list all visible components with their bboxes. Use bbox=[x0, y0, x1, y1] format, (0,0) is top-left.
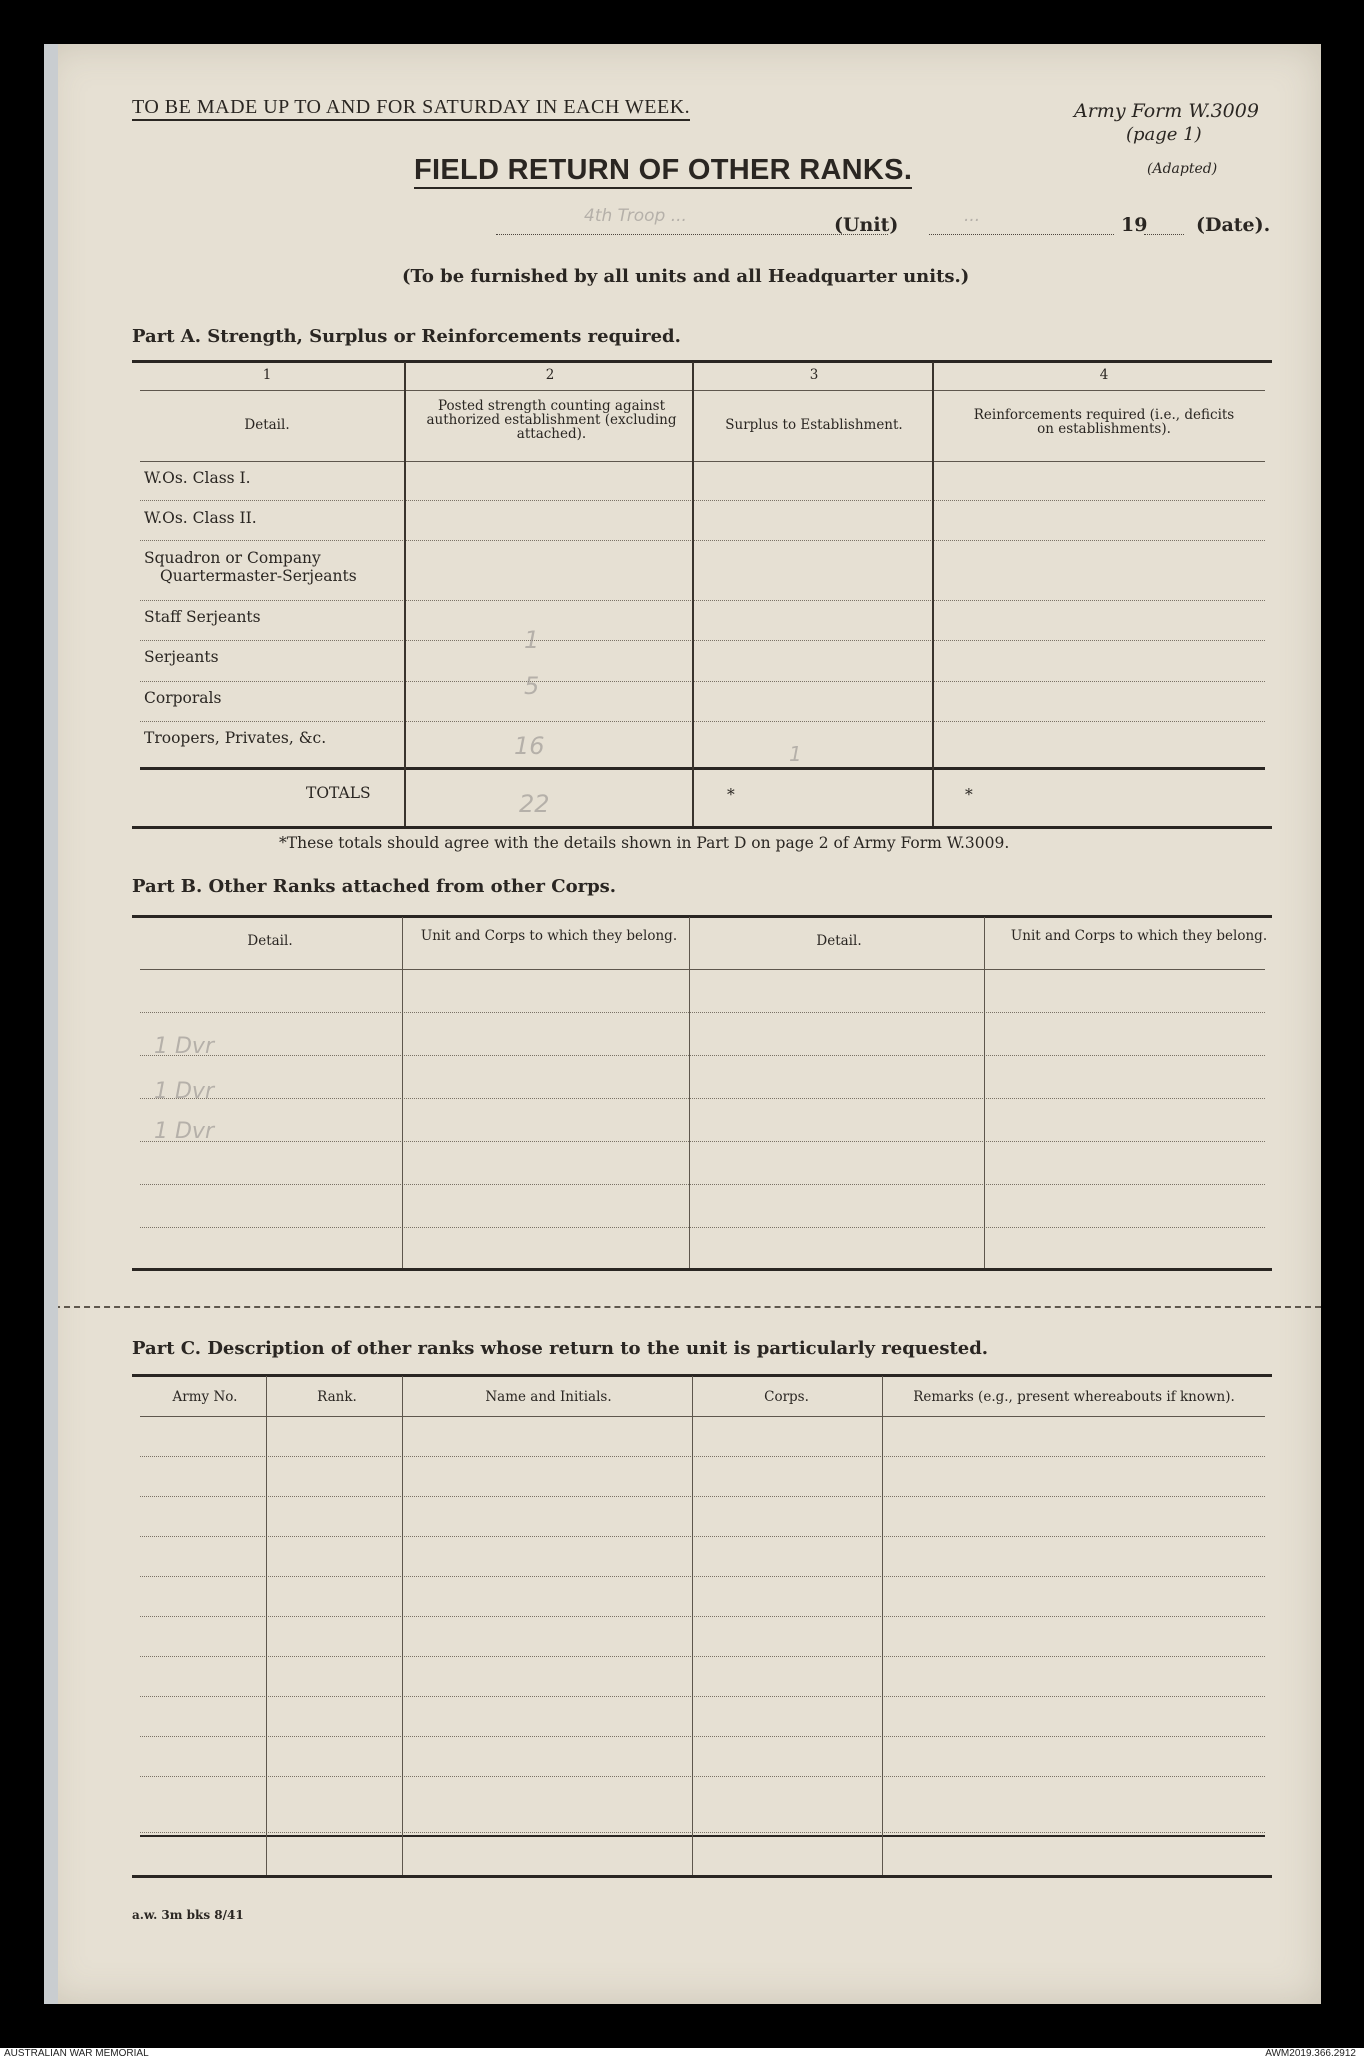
hw-serjeants: 1 bbox=[524, 626, 540, 654]
footer-right: AWM2019.366.2912 bbox=[1265, 2048, 1356, 2059]
col-header-reinforcements: Reinforcements required (i.e., deficits on establishments). bbox=[973, 407, 1235, 437]
b-col-detail-2: Detail. bbox=[816, 933, 862, 949]
col-number-3: 3 bbox=[809, 367, 819, 383]
perforation-line bbox=[44, 1306, 1321, 1308]
part-c-heading: Part C. Description of other ranks whose return to the unit is particularly requested. bbox=[132, 1338, 989, 1359]
row-label-cqms: Squadron or Company bbox=[144, 549, 321, 567]
page-indicator: (page 1) bbox=[1126, 124, 1202, 145]
date-label: (Date). bbox=[1196, 214, 1271, 236]
form-sheet bbox=[44, 44, 1321, 2004]
hw-corporals: 5 bbox=[524, 672, 540, 700]
col-header-posted: Posted strength counting against authorized establishment (excluding attached). bbox=[426, 398, 677, 442]
row-label-wo1: W.Os. Class I. bbox=[144, 469, 251, 487]
totals-star-4: * bbox=[965, 786, 973, 804]
hw-troopers: 16 bbox=[514, 732, 545, 760]
c-col-army-no: Army No. bbox=[172, 1389, 238, 1405]
adapted-note: (Adapted) bbox=[1147, 161, 1218, 177]
totals-note: *These totals should agree with the details shown in Part D on page 2 of Army Form W.3009. bbox=[279, 834, 1010, 852]
b-col-detail-1: Detail. bbox=[247, 933, 293, 949]
unit-field[interactable] bbox=[496, 234, 888, 235]
part-a-top-rule bbox=[132, 360, 1272, 363]
paper-edge bbox=[44, 44, 58, 2004]
year-prefix: 19 bbox=[1121, 214, 1148, 236]
col-header-detail: Detail. bbox=[244, 417, 290, 433]
col-number-1: 1 bbox=[262, 367, 272, 383]
row-label-staff-serjeants: Staff Serjeants bbox=[144, 608, 261, 626]
row-label-corporals: Corporals bbox=[144, 689, 222, 707]
part-b-heading: Part B. Other Ranks attached from other Corps. bbox=[132, 876, 617, 897]
row-label-serjeants: Serjeants bbox=[144, 648, 219, 666]
year-field[interactable] bbox=[1144, 234, 1184, 235]
row-label-troopers: Troopers, Privates, &c. bbox=[144, 729, 327, 747]
hw-totals: 22 bbox=[519, 790, 550, 818]
date-field[interactable] bbox=[929, 234, 1114, 235]
form-id: Army Form W.3009 bbox=[1074, 100, 1259, 122]
row-label-cqms-2: Quartermaster-Serjeants bbox=[160, 567, 357, 585]
footer-left: AUSTRALIAN WAR MEMORIAL bbox=[4, 2048, 149, 2059]
col-number-4: 4 bbox=[1099, 367, 1109, 383]
b-col-unit-1: Unit and Corps to which they belong. bbox=[420, 928, 678, 944]
b-col-unit-2: Unit and Corps to which they belong. bbox=[1010, 928, 1268, 944]
date-handwriting: ... bbox=[964, 206, 981, 226]
col-header-surplus: Surplus to Establishment. bbox=[725, 417, 903, 433]
hw-troopers-surplus: 1 bbox=[789, 742, 802, 766]
c-col-name: Name and Initials. bbox=[485, 1389, 612, 1405]
part-a-heading: Part A. Strength, Surplus or Reinforcements required. bbox=[132, 326, 681, 347]
hw-b-2: 1 Dvr bbox=[154, 1079, 214, 1104]
totals-label: TOTALS bbox=[306, 784, 371, 802]
page-title: FIELD RETURN OF OTHER RANKS. bbox=[414, 154, 912, 189]
totals-star-3: * bbox=[727, 786, 735, 804]
c-col-rank: Rank. bbox=[317, 1389, 357, 1405]
hw-b-3: 1 Dvr bbox=[154, 1119, 214, 1144]
print-code: a.w. 3m bks 8/41 bbox=[132, 1908, 244, 1922]
archive-footer bbox=[0, 2048, 1364, 2061]
subtitle: (To be furnished by all units and all Headquarter units.) bbox=[402, 266, 970, 287]
col-number-2: 2 bbox=[545, 367, 555, 383]
hw-b-1: 1 Dvr bbox=[154, 1034, 214, 1059]
c-col-corps: Corps. bbox=[764, 1389, 809, 1405]
c-col-remarks: Remarks (e.g., present whereabouts if known). bbox=[913, 1389, 1235, 1405]
unit-handwriting: 4th Troop ... bbox=[584, 206, 687, 226]
unit-label: (Unit) bbox=[834, 214, 899, 236]
row-label-wo2: W.Os. Class II. bbox=[144, 509, 257, 527]
form-page bbox=[44, 44, 1321, 2004]
instruction-line: TO BE MADE UP TO AND FOR SATURDAY IN EACH WEEK. bbox=[132, 96, 690, 121]
